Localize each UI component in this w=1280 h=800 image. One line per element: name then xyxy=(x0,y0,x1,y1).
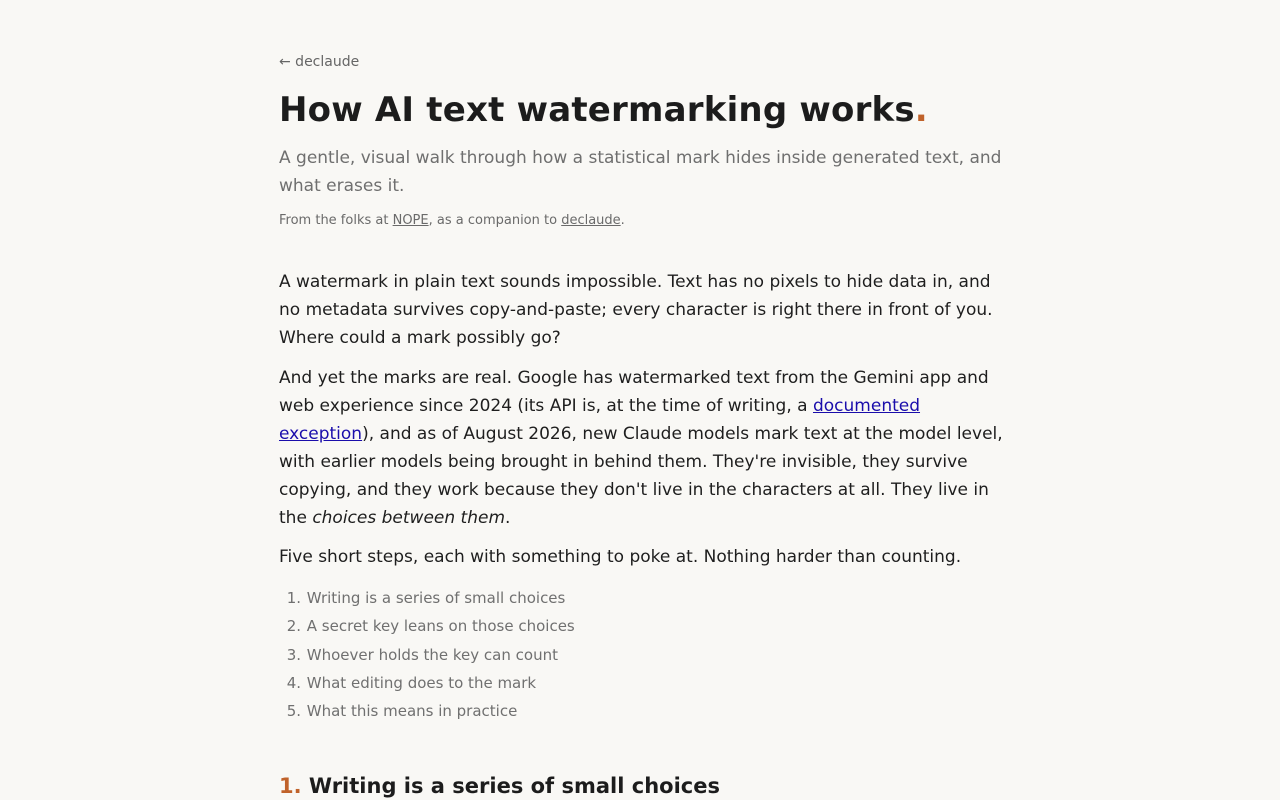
toc-item-number: 4. xyxy=(286,673,301,692)
page-title xyxy=(279,90,928,130)
page-title-text: How AI text watermarking works xyxy=(279,90,915,130)
documented-exception-link[interactable]: documented exception xyxy=(279,396,921,444)
toc-item[interactable] xyxy=(279,612,575,640)
byline-prefix: From the folks at xyxy=(279,213,393,228)
toc-item[interactable] xyxy=(279,669,575,697)
intro-p2-part-c: . xyxy=(505,508,511,528)
intro-paragraph-3: Five short steps, each with something to poke at. Nothing harder than counting. xyxy=(279,547,962,567)
nope-link[interactable]: NOPE xyxy=(392,213,429,228)
byline xyxy=(279,213,625,228)
title-accent-dot: . xyxy=(914,90,928,130)
section-1-heading xyxy=(279,774,720,798)
section-title: Writing is a series of small choices xyxy=(308,774,720,798)
toc-item-label: A secret key leans on those choices xyxy=(306,617,575,636)
declaude-link[interactable]: declaude xyxy=(561,213,621,228)
intro-p2-part-a: And yet the marks are real. Google has watermarked text from the Gemini app and web experience since 2024 (its API is, at the time of writing, a xyxy=(279,368,989,416)
toc-item[interactable] xyxy=(279,641,575,669)
intro-paragraph-2 xyxy=(279,364,1003,532)
toc-item-number: 2. xyxy=(286,617,301,636)
back-link[interactable]: ← declaude xyxy=(279,54,360,70)
byline-mid: , as a companion to xyxy=(428,213,562,228)
toc-item-label: Writing is a series of small choices xyxy=(306,589,566,607)
table-of-contents xyxy=(279,584,575,725)
toc-item-label: What editing does to the mark xyxy=(306,673,537,692)
toc-item-label: What this means in practice xyxy=(306,702,518,721)
section-number: 1. xyxy=(279,774,302,798)
intro-p2-part-b: ), and as of August 2026, new Claude models mark text at the model level, with earlier models being brought in behind them. They're invisible, they survive copying, and they work because they don't live in the characters at all. They live in the xyxy=(279,424,1003,528)
toc-item-number: 3. xyxy=(286,645,301,664)
toc-item[interactable] xyxy=(279,697,575,725)
byline-suffix: . xyxy=(620,213,625,228)
toc-item-number: 1. xyxy=(286,589,301,607)
toc-item-number: 5. xyxy=(286,702,301,721)
toc-item-label: Whoever holds the key can count xyxy=(306,645,558,664)
toc-item[interactable] xyxy=(279,584,575,612)
intro-p2-emphasis: choices between them xyxy=(312,508,505,528)
page-subtitle: A gentle, visual walk through how a statistical mark hides inside generated text, and what erases it. xyxy=(279,148,1002,196)
intro-paragraph-1: A watermark in plain text sounds impossible. Text has no pixels to hide data in, and no metadata survives copy-and-paste; every character is right there in front of you. Where could a mark possibly go? xyxy=(279,272,993,348)
